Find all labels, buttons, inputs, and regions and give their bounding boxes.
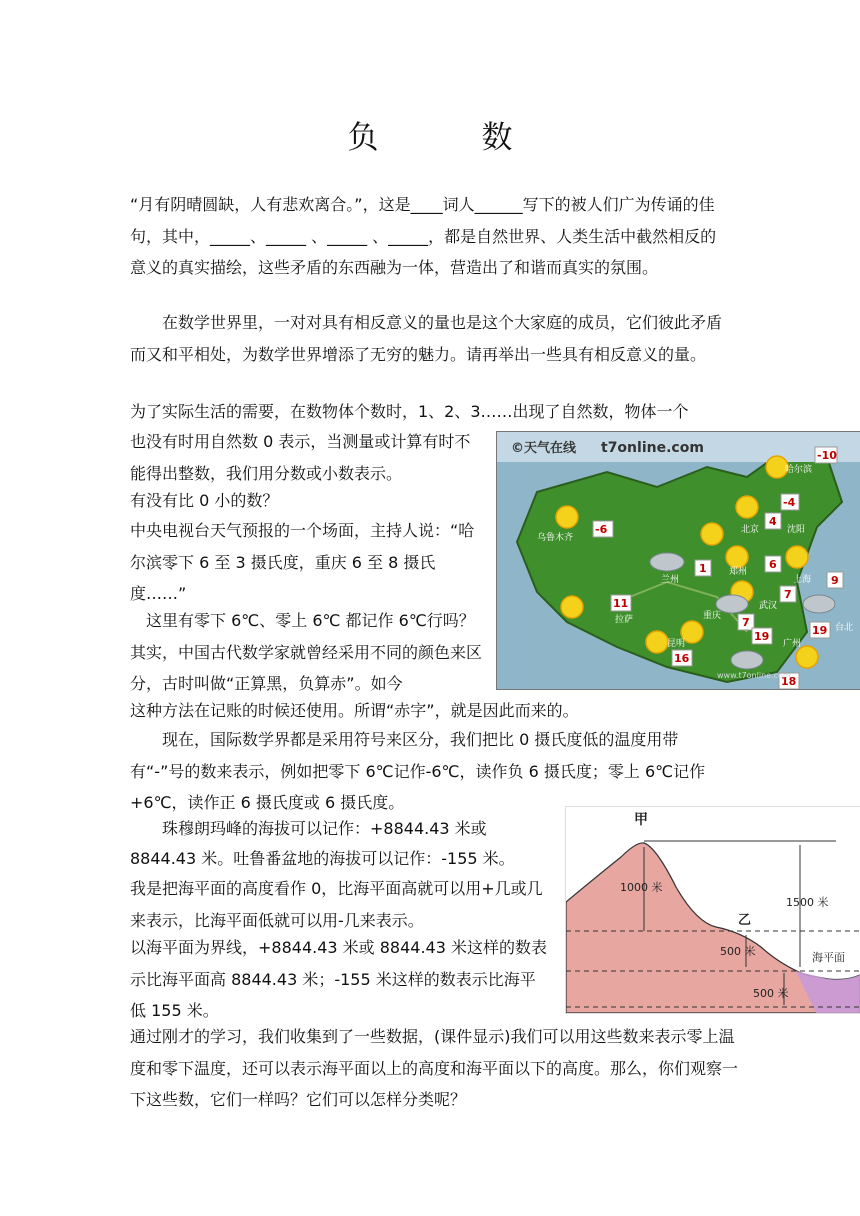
city-label: 重庆 xyxy=(703,611,722,621)
city-label: 北京 xyxy=(741,525,760,535)
sun-icon xyxy=(796,646,818,668)
label-1000: 1000 米 xyxy=(620,881,663,894)
temp-label: -10 xyxy=(817,449,837,462)
city-label: 哈尔滨 xyxy=(785,465,813,475)
paragraph-question: 有没有比 0 小的数？ xyxy=(130,491,279,510)
elevation-diagram-svg xyxy=(566,807,860,1013)
label-500a: 500 米 xyxy=(720,945,756,958)
weather-map-svg xyxy=(497,432,860,689)
temp-label: 19 xyxy=(754,630,770,643)
city-label: 沈阳 xyxy=(787,525,806,535)
temp-label: 4 xyxy=(769,515,777,528)
temp-label: 16 xyxy=(674,652,690,665)
city-label: 乌鲁木齐 xyxy=(537,533,574,543)
cloud-icon xyxy=(803,595,835,613)
paragraph-red-ink: 这种方法在记账的时候还使用。所谓“赤字”，就是因此而来的。 xyxy=(130,701,579,720)
temp-label: -4 xyxy=(783,496,796,509)
sun-icon xyxy=(646,631,668,653)
city-label: 郑州 xyxy=(729,567,748,577)
city-label: 武汉 xyxy=(759,601,778,611)
temp-label: 19 xyxy=(812,624,828,637)
sun-icon xyxy=(561,596,583,618)
paragraph-natural-numbers-rest: 也没有时用自然数 0 表示，当测量或计算有时不能得出整数，我们用分数或小数表示。 xyxy=(130,432,471,483)
city-label: 台北 xyxy=(835,623,854,633)
paragraph-intro: “月有阴晴圆缺，人有悲欢离合。”，这是____词人______写下的被人们广为传诵的佳句，其中，_____、_____ 、_____ 、_____，都是自然世界、人类生活中截然相反的意义的真实描绘，这些矛盾的东西融为一体，营造出了和谐而真实的氛围。 xyxy=(130,195,717,277)
label-yi: 乙 xyxy=(738,913,752,928)
label-jia: 甲 xyxy=(634,812,648,828)
sun-icon xyxy=(556,506,578,528)
temp-label: 11 xyxy=(613,597,629,610)
temp-label: 7 xyxy=(742,616,750,629)
paragraph-everest-line1: 珠穆朗玛峰的海拔可以记作：+8844.43 米或 xyxy=(162,819,487,838)
paragraph-math-world: 在数学世界里，一对对具有相反意义的量也是这个大家庭的成员，它们彼此矛盾而又和平相处，为数学世界增添了无穷的魅力。请再举出一些具有相反意义的量。 xyxy=(130,313,723,364)
elevation-diagram-image xyxy=(565,806,860,1014)
city-label: 拉萨 xyxy=(615,615,634,625)
paragraph-sea-level-zero: 我是把海平面的高度看作 0，比海平面高就可以用+几或几来表示，比海平面低就可以用-几来表示。 xyxy=(130,879,543,930)
cloud-icon xyxy=(731,651,763,669)
city-label: 广州 xyxy=(783,639,802,649)
temp-label: 6 xyxy=(769,558,777,571)
label-1500: 1500 米 xyxy=(786,896,829,909)
temp-label: 7 xyxy=(784,588,792,601)
sun-icon xyxy=(736,496,758,518)
label-500b: 500 米 xyxy=(753,987,789,1000)
temp-label: 1 xyxy=(699,562,707,575)
temp-label: 9 xyxy=(831,574,839,587)
paragraph-summary: 通过刚才的学习，我们收集到了一些数据，(课件显示)我们可以用这些数来表示零上温度和零下温度，还可以表示海平面以上的高度和海平面以下的高度。那么，你们观察一下这些数，它们一样吗？它们可以怎样分类呢？ xyxy=(130,1027,739,1109)
paragraph-sign-notation: 现在，国际数学界都是采用符号来区分，我们把比 0 摄氏度低的温度用带有“-”号的数来表示，例如把零下 6℃记作-6℃，读作负 6 摄氏度；零上 6℃记作+6℃，读作正 6 摄氏度或 6 摄氏度。 xyxy=(130,730,706,812)
cloud-icon xyxy=(650,553,684,571)
sun-icon xyxy=(701,523,723,545)
temp-label: 18 xyxy=(781,675,797,688)
map-watermark: www.t7online.com xyxy=(717,671,791,680)
paragraph-weather: 中央电视台天气预报的一个场面，主持人说：“哈尔滨零下 6 至 3 摄氏度，重庆 6 至 8 摄氏度……” xyxy=(130,521,475,603)
weather-map-image xyxy=(496,431,860,690)
label-sea-level: 海平面 xyxy=(812,951,845,964)
map-logo: ©天气在线 xyxy=(511,441,577,456)
city-label: 昆明 xyxy=(667,639,686,649)
paragraph-sea-level-boundary: 以海平面为界线，+8844.43 米或 8844.43 米这样的数表示比海平面高 8844.43 米；-155 米这样的数表示比海平低 155 米。 xyxy=(130,938,547,1020)
sun-icon xyxy=(726,546,748,568)
map-site: t7online.com xyxy=(601,440,704,456)
paragraph-everest-line2: 8844.43 米。吐鲁番盆地的海拔可以记作：-155 米。 xyxy=(130,849,515,868)
city-label: 兰州 xyxy=(661,575,680,585)
page-title: 负 数 xyxy=(347,120,549,156)
temp-label: -6 xyxy=(595,523,608,536)
sun-icon xyxy=(786,546,808,568)
paragraph-ancient-colors: 这里有零下 6℃、零上 6℃ 都记作 6℃行吗？其实，中国古代数学家就曾经采用不同的颜色来区分，古时叫做“正算黑，负算赤”。如今 xyxy=(130,611,483,693)
city-label: 上海 xyxy=(793,575,812,585)
paragraph-natural-numbers-line1: 为了实际生活的需要，在数物体个数时，1、2、3……出现了自然数，物体一个 xyxy=(130,402,689,421)
